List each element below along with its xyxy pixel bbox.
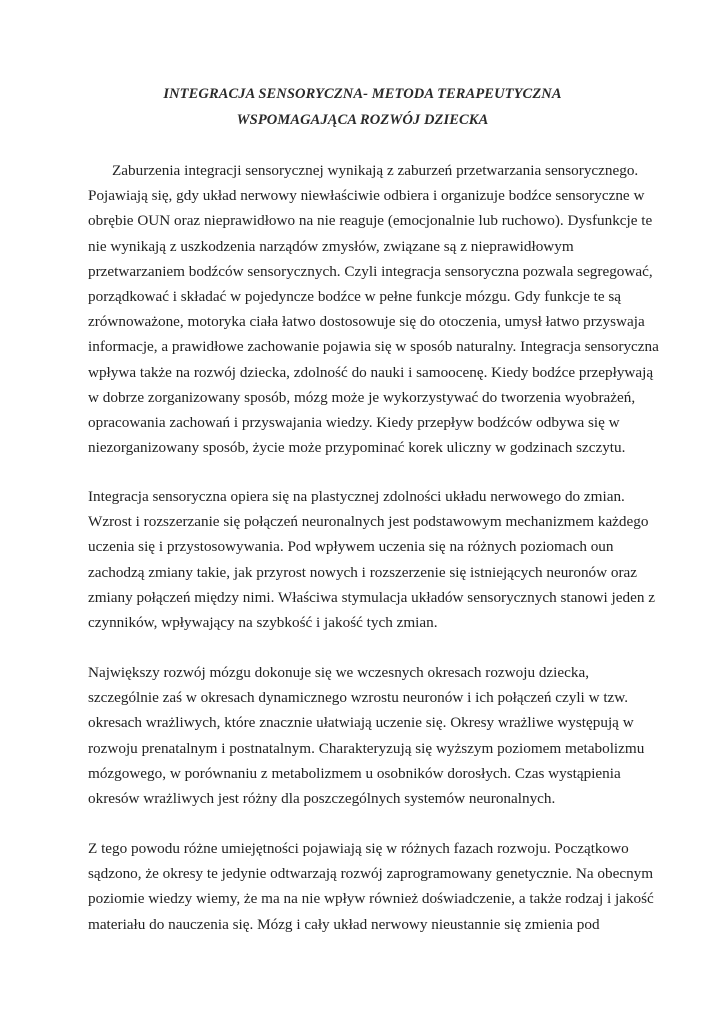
paragraph-line: wpływa także na rozwój dziecka, zdolność do nauki i samoocenę. Kiedy bodźce przepływają	[88, 363, 654, 381]
document-title-line-2: WSPOMAGAJĄCA ROZWÓJ DZIECKA	[236, 112, 489, 128]
paragraph-line: materiału do nauczenia się. Mózg i cały układ nerwowy nieustannie się zmienia pod	[88, 915, 600, 933]
paragraph-line: mózgowego, w porównaniu z metabolizmem u osobników dorosłych. Czas wystąpienia	[88, 764, 621, 782]
paragraph-line: Pojawiają się, gdy układ nerwowy niewłaściwie odbiera i organizuje bodźce sensoryczne w	[88, 187, 645, 205]
paragraph-line: okresów wrażliwych jest różny dla poszczególnych systemów neuronalnych.	[88, 789, 556, 807]
paragraph-line: porządkować i składać w pojedyncze bodźce w pełne funkcje mózgu. Gdy funkcje te są	[88, 287, 622, 305]
paragraph-line: obrębie OUN oraz nieprawidłowo na nie reaguje (emocjonalnie lub ruchowo). Dysfunkcje te	[88, 212, 653, 230]
paragraph-line: Integracja sensoryczna opiera się na plastycznej zdolności układu nerwowego do zmian.	[88, 488, 625, 505]
paragraph-line: Z tego powodu różne umiejętności pojawiają się w różnych fazach rozwoju. Początkowo	[88, 840, 629, 857]
paragraph-line: zmiany połączeń między nimi. Właściwa stymulacja układów sensorycznych stanowi jeden z	[88, 588, 655, 606]
paragraph-3	[88, 660, 648, 811]
document-title-line-1: INTEGRACJA SENSORYCZNA- METODA TERAPEUTYCZNA	[163, 86, 562, 102]
paragraph-line: rozwoju prenatalnym i postnatalnym. Charakteryzują się wyższym poziomem metabolizmu	[88, 739, 645, 757]
paragraph-line: czynników, wpływający na szybkość i jakość tych zmian.	[88, 613, 438, 631]
paragraph-line: opracowania zachowań i przyswajania wiedzy. Kiedy przepływ bodźców odbywa się w	[88, 413, 620, 431]
paragraph-2	[88, 484, 655, 635]
paragraph-line: nie wynikają z uszkodzenia narządów zmysłów, związane są z nieprawidłowym	[88, 237, 574, 255]
paragraph-1	[88, 158, 659, 460]
paragraph-line: informacje, a prawidłowe zachowanie pojawia się w sposób naturalny. Integracja sensoryczna	[88, 338, 659, 356]
paragraph-line: Wzrost i rozszerzanie się połączeń neuronalnych jest podstawowym mechanizmem każdego	[88, 513, 649, 531]
paragraph-line: zrównoważone, motoryka ciała łatwo dostosowuje się do otoczenia, umysł łatwo przyswaja	[88, 313, 645, 331]
paragraph-line: Zaburzenia integracji sensorycznej wynikają z zaburzeń przetwarzania sensorycznego.	[112, 162, 639, 179]
paragraph-line: niezorganizowany sposób, życie może przypominać korek uliczny w godzinach szczytu.	[88, 439, 626, 457]
paragraph-line: szczególnie zaś w okresach dynamicznego wzrostu neuronów i ich połączeń czyli w tzw.	[88, 689, 629, 707]
paragraph-4	[88, 836, 654, 937]
paragraph-line: przetwarzaniem bodźców sensorycznych. Czyli integracja sensoryczna pozwala segregować,	[88, 262, 653, 280]
paragraph-line: okresach wrażliwych, które znacznie ułatwiają uczenie się. Okresy wrażliwe występują w	[88, 714, 634, 732]
paragraph-line: Największy rozwój mózgu dokonuje się we wczesnych okresach rozwoju dziecka,	[88, 664, 590, 681]
paragraph-line: sądzono, że okresy te jedynie odtwarzają rozwój zaprogramowany genetycznie. Na obecnym	[88, 865, 654, 883]
paragraph-line: zachodzą zmiany takie, jak przyrost nowych i rozszerzenie się istniejących neuronów oraz	[88, 563, 638, 581]
paragraph-line: uczenia się i przystosowywania. Pod wpływem uczenia się na różnych poziomach oun	[88, 538, 614, 556]
paragraph-line: poziomie wiedzy wiemy, że ma na nie wpływ również doświadczenie, a także rodzaj i jakość	[88, 890, 654, 908]
paragraph-line: w dobrze zorganizowany sposób, mózg może je wykorzystywać do tworzenia wyobrażeń,	[88, 388, 636, 406]
